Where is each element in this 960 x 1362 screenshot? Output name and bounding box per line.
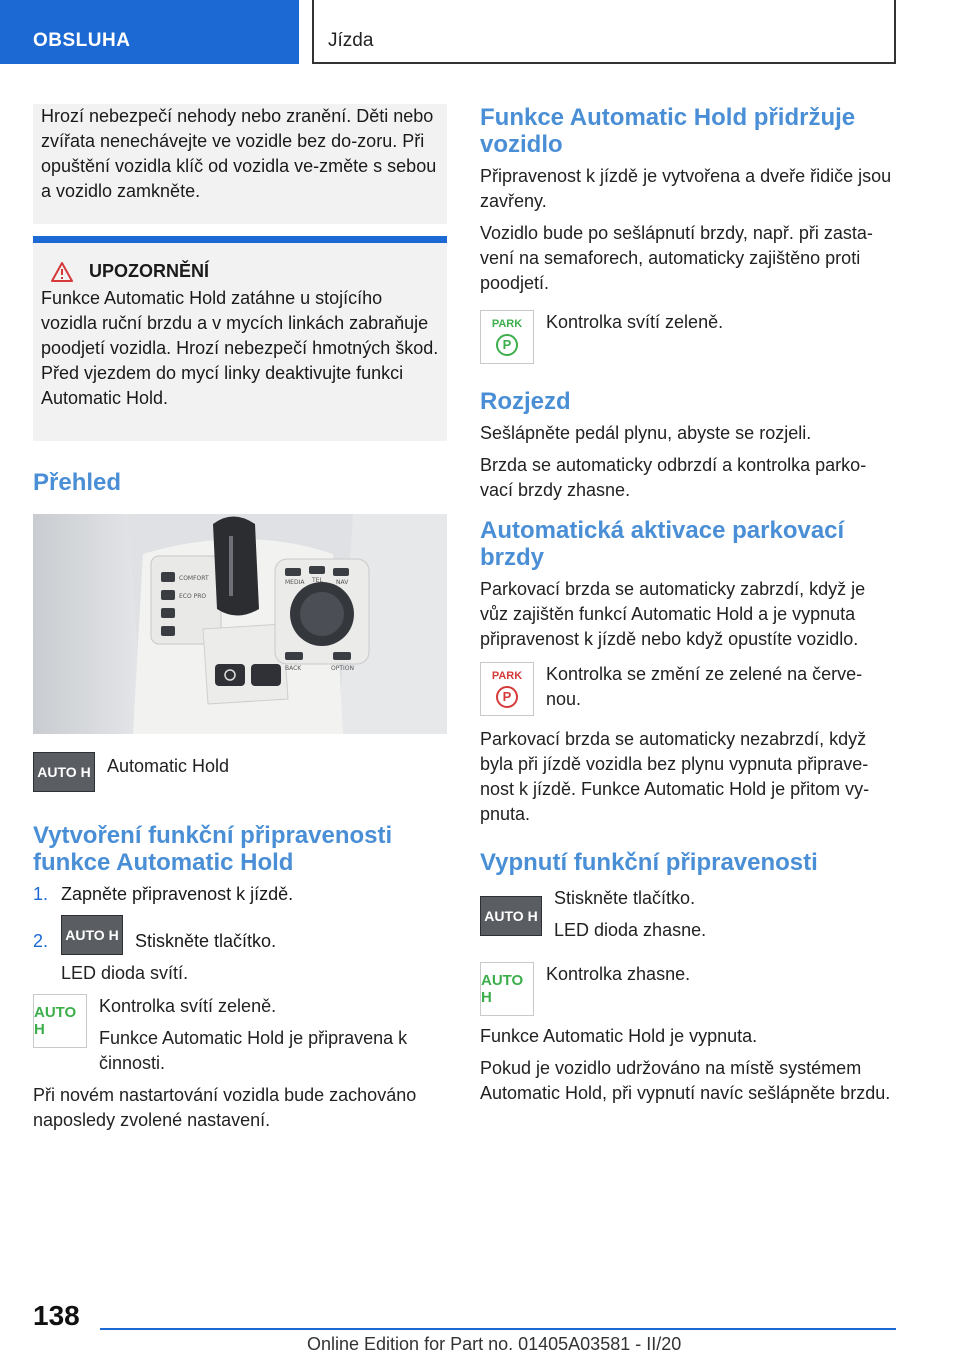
auto-hold-legend [33,752,447,792]
edition-text: Online Edition for Part no. 01405A03581 - II/20 [307,1334,682,1354]
off-button-row [480,886,896,950]
park-word-green: PARK [491,317,523,330]
off-p1: Funkce Automatic Hold je vypnuta. [480,1026,758,1046]
park-green-text: Kontrolka svítí zeleně. [546,312,724,332]
start-heading: Rozjezd [480,388,571,415]
off-light-text: Kontrolka zhasne. [546,964,691,984]
label-tel: TEL [312,577,323,584]
park-red-text: Kontrolka se změní ze zelené na červe-nou. [546,664,863,709]
green-light-text: Kontrolka svítí zeleně. [99,996,277,1016]
start-p2: Brzda se automaticky odbrzdí a kontrolka parko-vací brzdy zhasne. [480,455,867,500]
ready-text: Funkce Automatic Hold je připravena k činnosti. [99,1028,408,1073]
led-on-text: LED dioda svítí. [61,963,189,983]
auto-h-button-icon: AUTO H [33,752,95,792]
page-number: 138 [33,1300,80,1331]
section-tab [0,0,299,64]
footer-divider [100,1328,896,1330]
auto-park-heading: Automatická aktivace parkovací brzdy [480,517,845,571]
park-red-row [480,662,896,719]
label-comfort: COMFORT [179,575,209,582]
danger-box [33,104,447,224]
park-red-indicator-icon [480,662,534,716]
auto-park-p2: Parkovací brzda se automaticky nezabrzdí, když byla při jízdě vozidla bez plynu vypnuta připrave-nost k jízdě. Funkce Automatic Hold je přitom vy-pnuta. [480,729,870,824]
off-indicator-row [480,962,896,1016]
step-1-text: Zapněte připravenost k jízdě. [61,884,294,904]
step-2 [33,915,447,955]
park-circle-red: P [496,686,518,708]
park-green-row [480,310,896,364]
hold-p2: Vozidlo bude po sešlápnutí brzdy, např. při zasta-vení na semaforech, automaticky zajištěno proti poodjetí. [480,223,873,293]
section-title: OBSLUHA [33,30,131,51]
hold-heading: Funkce Automatic Hold přidržuje vozidlo [480,104,856,158]
off-p2: Pokud je vozidlo udržováno na místě systémem Automatic Hold, při vypnutí navíc sešlápněte brzdu. [480,1058,891,1103]
danger-text: Hrozí nebezpečí nehody nebo zranění. Děti nebo zvířata nenechávejte ve vozidle bez do-zoru. Při opuštění vozidla klíč od vozidla ve-změte s sebou a vozidlo zamkněte. [41,106,437,201]
park-green-indicator-icon [480,310,534,364]
label-option: OPTION [331,665,354,672]
left-column [33,104,447,1140]
warning-box [33,236,447,441]
auto-park-p1: Parkovací brzda se automaticky zabrzdí, když je vůz zajištěn funkcí Automatic Hold a je vypnuta připravenost k jízdě nebo když opustíte vozidlo. [480,579,866,649]
restart-text: Při novém nastartování vozidla bude zachováno naposledy zvolené nastavení. [33,1085,417,1130]
label-eco: ECO PRO [179,593,207,600]
step-2-text: Stiskněte tlačítko. [135,931,277,951]
auto-h-button-icon: AUTO H [480,896,542,936]
hold-p1: Připravenost k jízdě je vytvořena a dveře řidiče jsou zavřeny. [480,166,892,211]
start-p1: Sešlápněte pedál plynu, abyste se rozjeli. [480,423,812,443]
auto-h-indicator-icon: AUTO H [480,962,534,1016]
warning-text: Funkce Automatic Hold zatáhne u stojícího vozidla ruční brzdu a v mycích linkách zabraňuje poodjetí vozidla. Hrozí nebezpečí hmotných škod. Před vjezdem do mycí linky deaktivujte funkci Automatic Hold. [41,288,439,408]
label-media: MEDIA [285,579,305,586]
step-2-number: 2. [33,931,49,951]
label-nav: NAV [336,579,349,586]
park-word-red: PARK [491,669,523,682]
right-column [480,104,896,1113]
off-heading: Vypnutí funkční připravenosti [480,849,818,876]
warning-triangle-icon [51,262,73,282]
create-heading: Vytvoření funkční připravenosti funkce Automatic Hold [33,822,393,876]
auto-h-button-icon: AUTO H [61,915,123,955]
auto-hold-label: Automatic Hold [107,756,230,776]
off-press-text: Stiskněte tlačítko. [554,888,696,908]
warning-header [41,261,439,282]
center-console-photo [33,514,447,734]
green-indicator-row [33,994,447,1083]
steps-list [33,882,447,955]
step-1 [33,882,447,907]
park-circle-green: P [496,334,518,356]
chapter-tab [312,0,896,64]
auto-h-indicator-icon: AUTO H [33,994,87,1048]
label-back: BACK [285,665,302,672]
console-illustration [33,514,447,734]
chapter-title: Jízda [328,30,374,51]
overview-heading: Přehled [33,469,122,496]
off-led-text: LED dioda zhasne. [554,920,707,940]
step-1-number: 1. [33,884,49,904]
warning-title: UPOZORNĚNÍ [89,261,210,281]
